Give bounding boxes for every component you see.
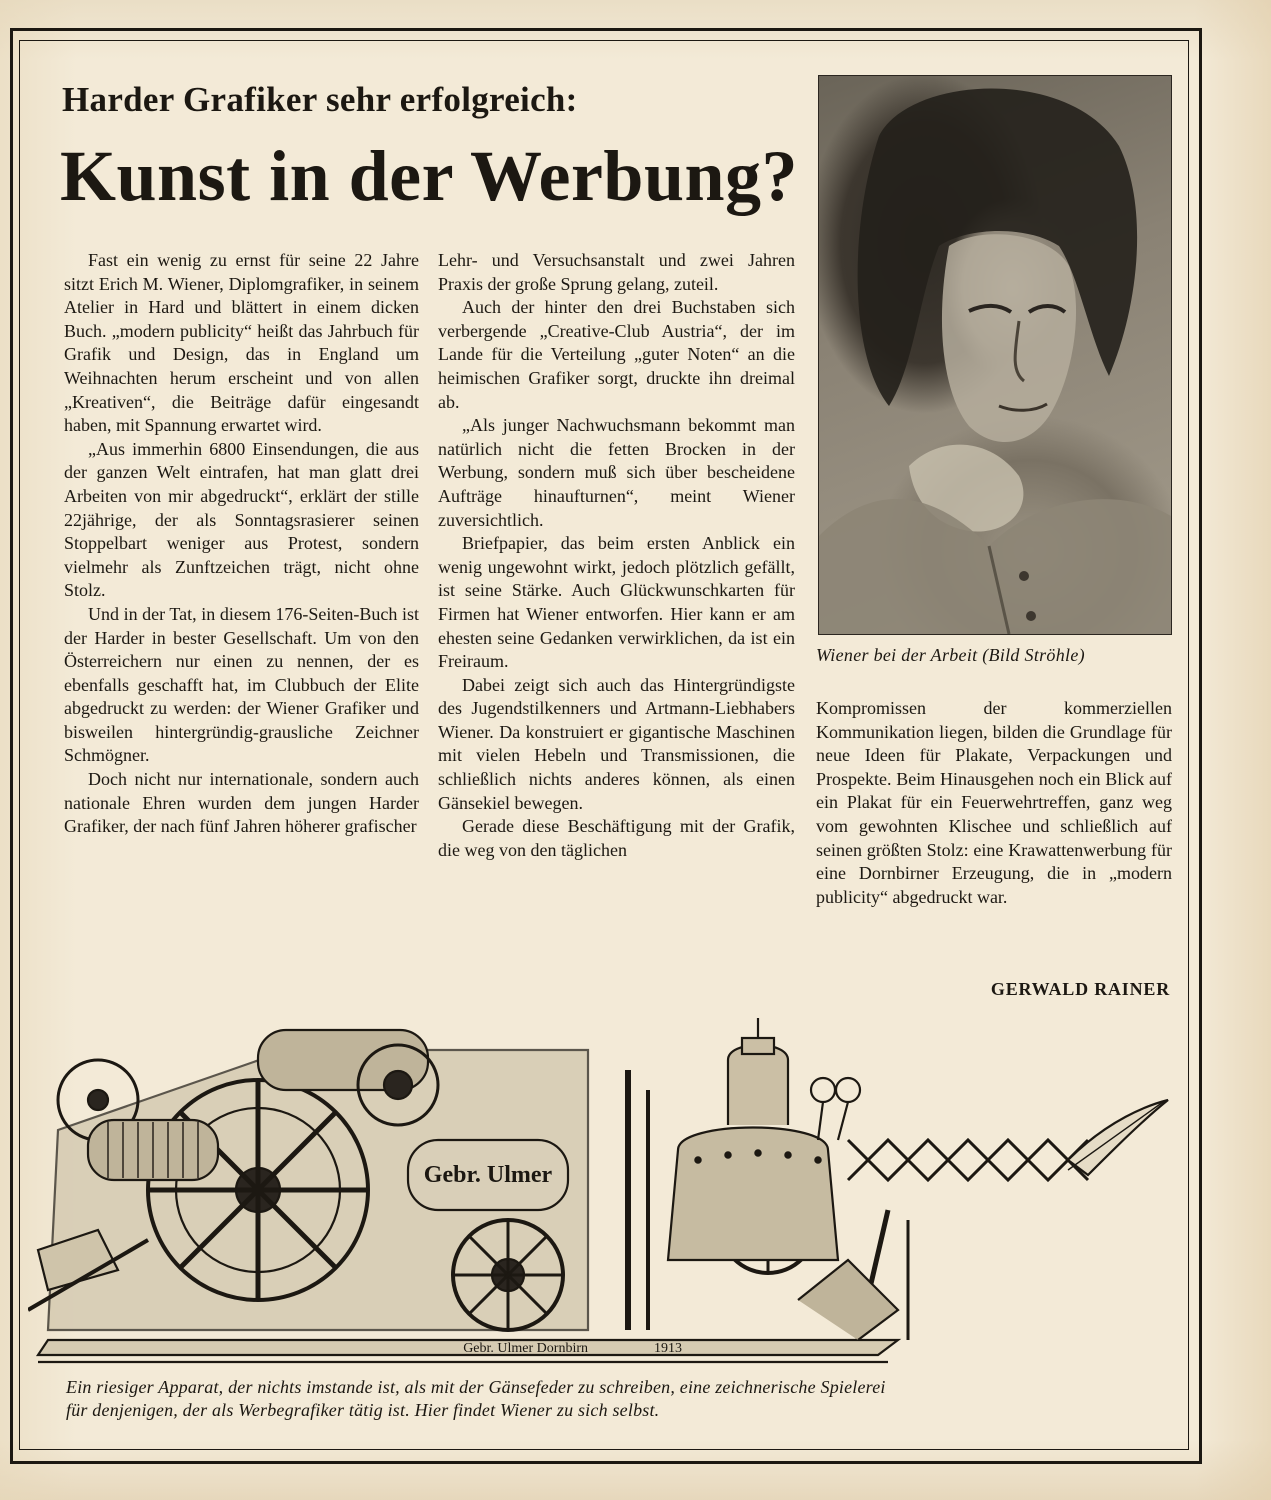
paragraph: Kompromissen der kommerziellen Kommunikation liegen, bilden die Grundlage für neue Ideen für Plakate, Verpackungen und Prospekte. Beim Hinausgehen noch ein Blick auf ein Plakat für ein Feuerwehrtreffen, ganz weg vom gewohnten Klischee und schließlich auf seinen größten Stolz: eine Krawattenwerbung für eine Dornbirner Erzeugung, die in „modern publicity“ abgedruckt war. [816,698,1172,907]
drum-lettering: Gebr. Ulmer [423,1162,553,1188]
article-column-2 [438,249,795,862]
article-column-1 [64,249,419,839]
caption-line: Ein riesiger Apparat, der nichts imstande ist, als mit der Gänsefeder zu schreiben, eine zeichnerische Spielerei [66,1377,886,1397]
machine-drawing [28,1010,1178,1370]
paragraph: Dabei zeigt sich auch das Hintergründigste des Jugendstilkenners und Artmann-Liebhabers Wiener. Da konstruiert er gigantische Maschinen mit vielen Hebeln und Transmissionen, die schließlich nichts anderes können, als einen Gänsekiel bewegen. [438,674,795,813]
paragraph: Und in der Tat, in diesem 176-Seiten-Buch ist der Harder in bester Gesellschaft. Um von den Österreichern nur einen zu nennen, der es ebenfalls geschafft hat, im Clubbuch der Elite abgedruckt zu werden: der Wiener Grafiker und bisweilen hintergründig-grausliche Zeichner Schmögner. [64,603,419,766]
machine-illustration [28,1010,1178,1370]
photo-caption: Wiener bei der Arbeit (Bild Ströhle) [816,645,1085,665]
paragraph: „Als junger Nachwuchsmann bekommt man natürlich nicht die fetten Brocken in der Werbung, sondern muß sich über bescheidene Aufträge hinaufturnen“, meint Wiener zuversichtlich. [438,415,795,530]
paragraph: Lehr- und Versuchsanstalt und zwei Jahren Praxis der große Sprung gelang, zuteil. [438,250,795,294]
article-kicker: Harder Grafiker sehr erfolgreich: [62,80,578,119]
base-plate-year: 1913 [654,1341,682,1356]
paragraph: Briefpapier, das beim ersten Anblick ein wenig ungewohnt wirkt, jedoch plötzlich gefällt, ist seine Stärke. Auch Glückwunschkarten für Firmen hat Wiener entworfen. Hier kann er am ehesten seine Gedanken verwirklichen, da ist ein Freiraum. [438,533,795,672]
author-byline: GERWALD RAINER [990,979,1170,999]
paragraph: Auch der hinter den drei Buchstaben sich verbergende „Creative-Club Austria“, der im Lande für die Verteilung „guter Noten“ an die heimischen Grafiker sorgt, druckte ihn dreimal ab. [438,297,795,412]
portrait-sketch [819,76,1171,634]
base-plate-text: Gebr. Ulmer Dornbirn [463,1341,588,1356]
paragraph: Fast ein wenig zu ernst für seine 22 Jahre sitzt Erich M. Wiener, Diplomgrafiker, in seinem Atelier in Hard und blättert in einem dicken Buch. „modern publicity“ heißt das Jahrbuch für Grafik und Design, das in England um Weihnachten herum erscheint und von allen „Kreativen“, die Beiträge dafür eingesandt haben, mit Spannung erwartet wird. [64,250,419,436]
paragraph: Gerade diese Beschäftigung mit der Grafik, die weg von den täglichen [438,816,795,860]
illustration-caption [66,1376,1176,1422]
article-headline: Kunst in der Werbung? [60,136,799,216]
portrait-photo [818,75,1172,635]
caption-line: für denjenigen, der als Werbegrafiker tätig ist. Hier findet Wiener zu sich selbst. [66,1400,660,1420]
article-column-3 [816,697,1172,909]
paragraph: „Aus immerhin 6800 Einsendungen, die aus der ganzen Welt eintrafen, hat man glatt drei Arbeiten von mir abgedruckt“, erklärt der stille 22jährige, der als Sonntagsrasierer seinen Stoppelbart weniger aus Protest, sondern vielmehr als Zunftzeichen trägt, nicht ohne Stolz. [64,438,419,601]
paragraph: Doch nicht nur internationale, sondern auch nationale Ehren wurden dem jungen Harder Grafiker, der nach fünf Jahren höherer grafischer [64,769,419,837]
